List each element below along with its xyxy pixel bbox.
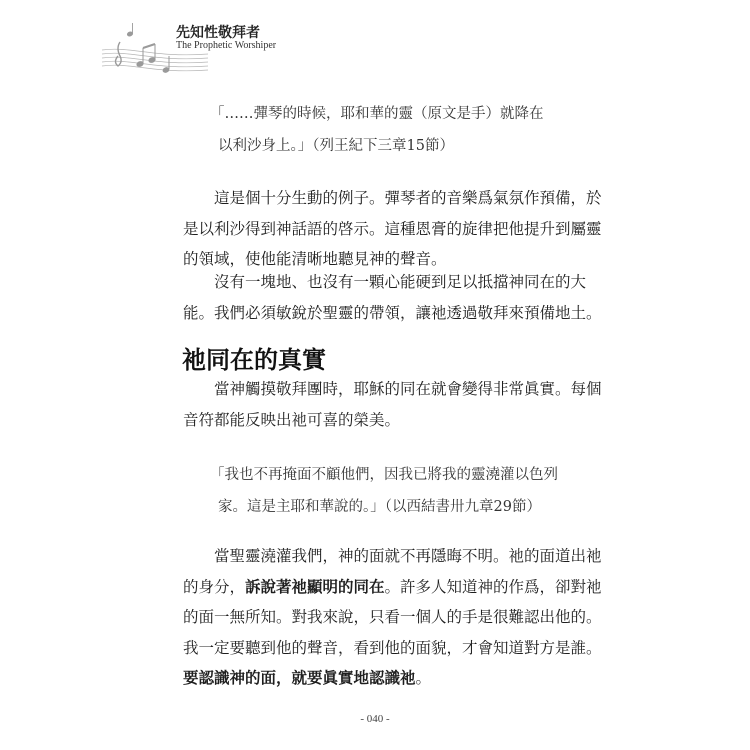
quote-line: 「……彈琴的時候，耶和華的靈（原文是手）就降在 <box>210 106 544 122</box>
scripture-quote <box>210 459 590 523</box>
page-number: - 040 - <box>360 713 390 725</box>
paragraph <box>183 183 602 275</box>
header-title: 先知性敬拜者 <box>176 25 260 41</box>
text-bold: 要認識神的面，就要眞實地認識祂 <box>183 669 416 687</box>
paragraph-line: 當聖靈澆灌我們，神的面就不再隱晦不明。祂的面道出祂 <box>214 547 602 565</box>
paragraph-line <box>183 572 602 603</box>
quote-line: 「我也不再掩面不顧他們，因我已將我的靈澆灌以色列 <box>210 467 558 483</box>
paragraph-line: 當神觸摸敬拜團時，耶穌的同在就會變得非常眞實。每個 <box>214 380 602 398</box>
paragraph-line: 這是個十分生動的例子。彈琴者的音樂爲氣氛作預備，於 <box>214 189 602 207</box>
quote-line: 以利沙身上。」（列王紀下三章15節） <box>218 138 454 154</box>
paragraph-line <box>183 663 583 694</box>
paragraph-line: 音符都能反映出祂可喜的榮美。 <box>183 410 401 429</box>
paragraph <box>183 374 602 435</box>
paragraph <box>183 267 602 328</box>
paragraph-line: 的面一無所知。對我來說，只看一個人的手是很難認出他的。 <box>183 608 602 626</box>
text-normal: 的身分， <box>183 577 246 596</box>
text-normal: 。許多人知道神的作爲，卻對祂 <box>384 577 602 596</box>
header-subtitle: The Prophetic Worshiper <box>176 40 277 51</box>
paragraph-line: 是以利沙得到神話語的啓示。這種恩膏的旋律把他提升到屬靈 <box>183 219 602 238</box>
scripture-quote <box>210 98 590 162</box>
quote-line: 家。這是主耶和華說的。」（以西結書卅九章29節） <box>218 499 541 515</box>
paragraph-line: 的領域，使他能清晰地聽見神的聲音。 <box>183 250 447 268</box>
paragraph-line: 沒有一塊地、也沒有一顆心能硬到足以抵擋神同在的大 <box>214 273 587 291</box>
text-bold: 訴說著祂顯明的同在 <box>245 577 385 596</box>
text-normal: 。 <box>415 669 432 687</box>
paragraph-line: 我一定要聽到他的聲音，看到他的面貌，才會知道對方是誰。 <box>183 638 602 657</box>
paragraph <box>183 541 602 694</box>
paragraph-line: 能。我們必須敏銳於聖靈的帶領，讓祂透過敬拜來預備地土。 <box>183 303 602 322</box>
section-heading: 祂同在的真實 <box>182 346 326 374</box>
